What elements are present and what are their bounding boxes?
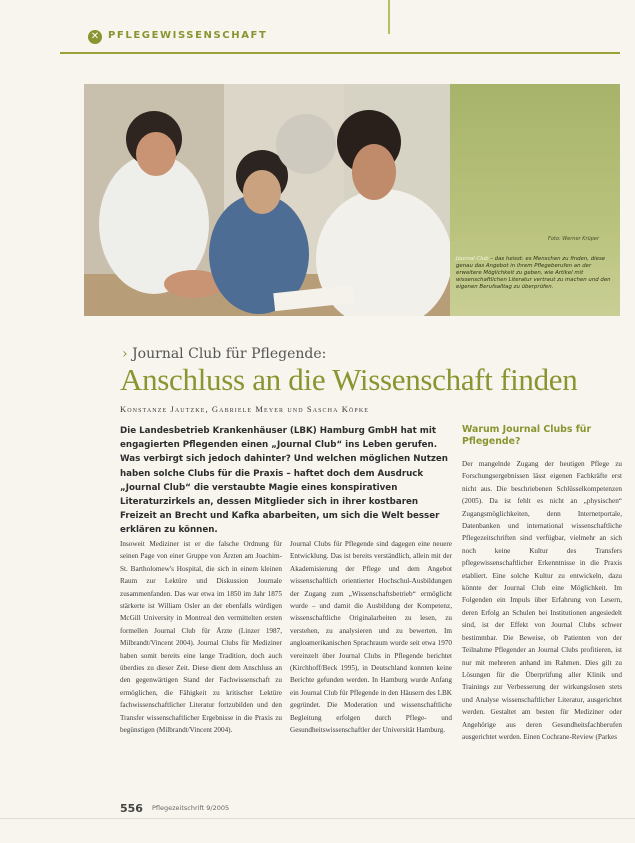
article-headline: Anschluss an die Wissenschaft finden [120,362,578,397]
photo-caption [456,256,616,291]
article-photo [84,84,450,316]
article-lead: Die Landesbetrieb Krankenhäuser (LBK) Hamburg GmbH hat mit engagierten Pflegenden einen „Journal Club“ ins Leben gerufen. Was verbirgt sich jedoch dahinter? Und welchen möglichen Nutzen haben solche Clubs für die Praxis – haftet doch dem Ausdruck „Journal Club“ die verstaubte Magie eines konspirativen Literaturzirkels an, dessen Mitglieder sich in ihrer kostbaren Freizeit an Brecht und Kafka abarbeiten, um sich die Welt besser erklären zu können. [120,426,448,536]
side-heading: Warum Journal Clubs für Pflegende? [462,424,592,447]
photo-credit: Foto: Werner Krüper [548,236,600,242]
x-badge-icon: ✕ [88,30,102,44]
body-column-2: Journal Clubs für Pflegende sind dagegen eine neuere Entwicklung. Das ist bereits verständlich, allein mit der Akademisierung der Pflege und dem Angebot wissenschaftlich orientierter Hochschul-Ausbildungen der Zugang zum „Wissenschaftsbetrieb“ ermöglicht wurde – und damit die Ausbildung der Kompetenz, wissenschaftliche Originalarbeiten zu lesen, zu verstehen, zu analysieren und zu bewerten. Im angloamerikanischen Sprachraum wurde seit etwa 1970 vereinzelt über Journal Clubs in Pflegende berichtet (Kirchhoff/Beck 1995), in Deutschland konnten keine Berichte gefunden werden. In Hamburg wurde Anfang ein Journal Club für Pflegende in den Häusern des LBK gegründet. Die Moderation und wissenschaftliche Begleitung erfolgen durch Pflege- und Gesundheitswissenschaftler der Universität Hamburg. [290,540,452,735]
caption-text: – das heisst: es Menschen zu finden, diese genau das Angebot in ihrem Pflegeberufen an der erweitere Möglichkeit zu geben, wie Artikel mit wissenschaftlichen Literatur vertraut zu machen und den eigenen Berufsalltag zu überprüfen. [456,256,611,290]
photo-illustration [84,84,450,316]
header-rule [60,52,620,54]
kicker-text: Journal Club für Pflegende: [132,346,327,362]
article-kicker [122,346,326,362]
header-accent-line [388,0,390,34]
body-column-3: Der mangelnde Zugang der heutigen Pflege zu Forschungsergebnissen lässt eigenen Fachkräfte erst nicht aus. Die beschriebenen Schlüsselkompetenzen (2005). Da ist fehlt es nicht an „physischen“ Zugangsmöglichkeiten, denn Internetportale, Datenbanken und international wissenschaftliche Pflegezeitschriften sind verfügbar, vielmehr an sich noch keine Kultur des Transfers pflegewissenschaftlicher Erkenntnisse in die Praxis etabliert. Eine solche Kultur zu entwickeln, dazu könnte der Journal Club eine Möglichkeit. Im Folgenden ein Impuls über Erfahrung von Lesern, deren Erfolg an Schulen bei Institutionen angesiedelt sind, ist der Effekt von Journal Clubs schwer bestimmbar. Die Beweise, ob Patienten von der Teilnahme Pflegender an Journal Clubs profitieren, ist nur mit mehreren anhand im Rahmen. Dies gilt zu Lösungen für die Überprüfung aller Klinik und Trainings zur Verbesserung der wirkungslosen stets und Analyse wissenschaftlicher Literatur, ausgerichtet werden. Gestaltet am besten für Mediziner oder Angehörige aus deren Gesundheitsfachberufen ausgerichtet werden. Einen Cochrane-Review (Parkes [462,460,622,741]
publication-name: Pflegezeitschrift 9/2005 [152,804,230,812]
section-title: PFLEGEWISSENSCHAFT [108,30,268,41]
article-authors: Konstanze Jautzke, Gabriele Meyer und Sascha Köpke [120,404,370,414]
page-number: 556 [120,802,143,815]
footer-rule [0,818,635,819]
body-column-1: Insoweit Mediziner ist er die falsche Ordnung für seinen Page von einer Gruppe von Ärzten am Joachim-St. Bartholomew's Hospital, die sich in einem kleinen Raum zur Lektüre und Diskussion Journale zusammenfanden. Das war etwa im 1850 im Jahr 1875 stärkerte ist William Osler an der ebenfalls würdigen McGill University in Montreal den vermittelten ersten formellen Journal Club für Ärzte (Linzer 1987, Milbrandt/Vincent 2004). Journal Clubs für Mediziner haben somit bereits eine lange Tradition, doch auch überdies zu dieser Zeit. Diese dient dem Anschluss an den gegenwärtigen Stand der Fachwissenschaft zu ermöglichen, die Fähigkeit zu kritischer Lektüre fachwissenschaftlicher Literatur fortzubilden und den Transfer wissenschaftlicher Ergebnisse in die Praxis zu begünstigen (Milbrandt/Vincent 2004). [120,540,282,735]
chevron-right-icon: › [122,346,128,362]
caption-highlight: Journal Club [456,256,489,262]
